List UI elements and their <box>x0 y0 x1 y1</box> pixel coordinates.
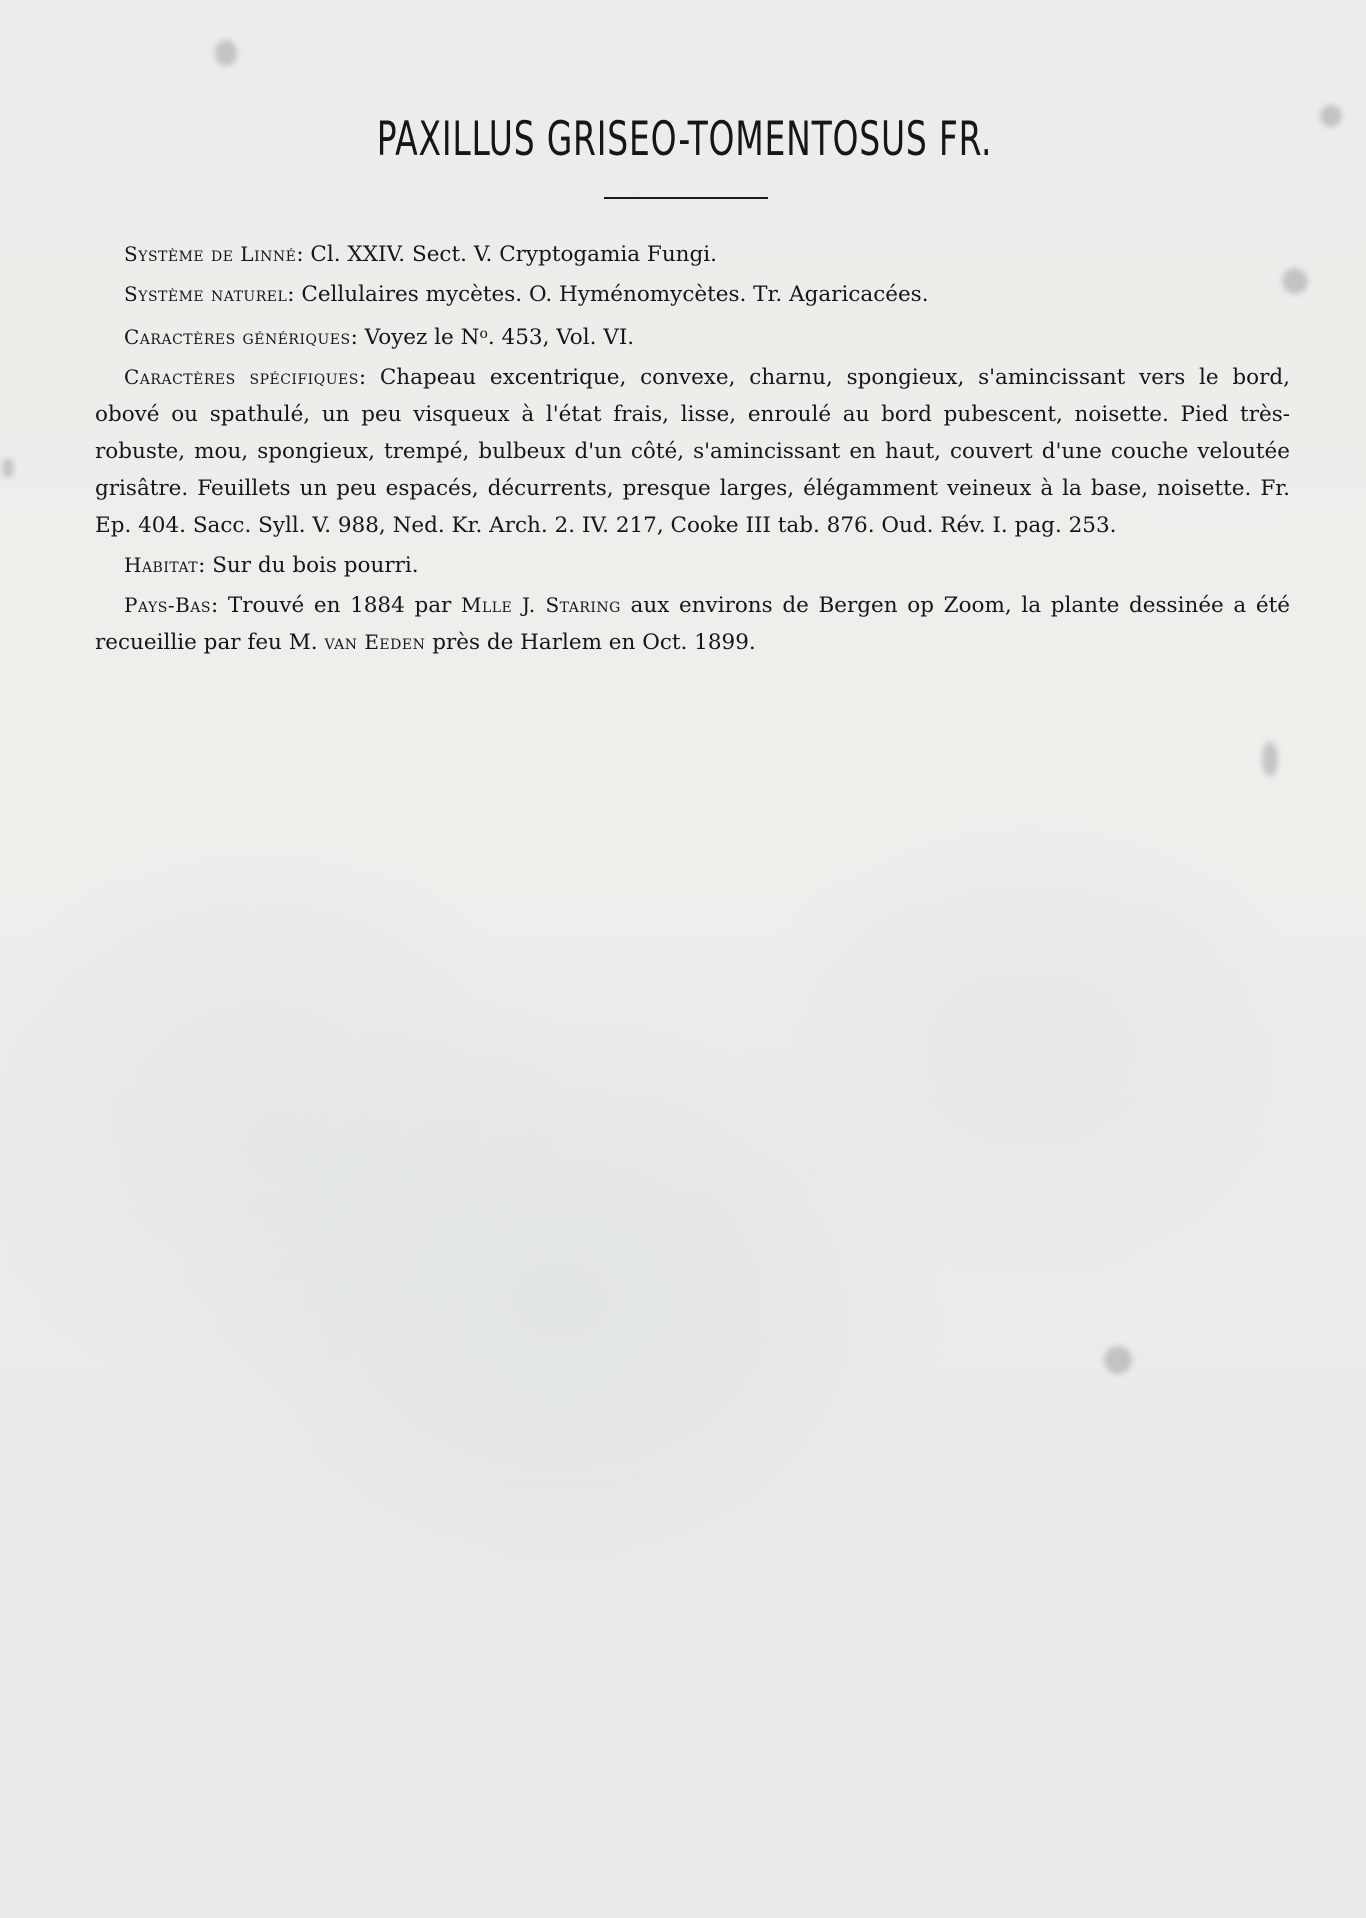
section-text: . 453, Vol. VI. <box>487 325 635 350</box>
section-label: Pays-Bas <box>124 593 211 617</box>
section-text: Sur du bois pourri. <box>212 553 419 578</box>
paper-speck <box>2 458 14 478</box>
paper-speck <box>1104 1346 1132 1374</box>
section-specifiques: Caractères spécifiques: Chapeau excentrique, convexe, charnu, spongieux, s'amincissant vers le bord, obové ou spathulé, un peu visqueux à l'état frais, lisse, enroulé au bord pubescent, noisette. Pied très-robuste, mou, spongieux, trempé, bulbeux d'un côté, s'amincissant en haut, couvert d'une couche veloutée grisâtre. Feuillets un peu espacés, décurrents, presque larges, élégamment veineux à la base, noisette. Fr. Ep. 404. Sacc. Syll. V. 988, Ned. Kr. Arch. 2. IV. 217, Cooke III tab. 876. Oud. Rév. I. pag. 253. <box>95 365 1290 538</box>
section-text: Chapeau excentrique, convexe, charnu, spongieux, s'amincissant vers le bord, obové ou spathulé, un peu visqueux à l'état frais, lisse, enroulé au bord pubescent, noisette. Pied très-robuste, mou, spongieux, trempé, bulbeux d'un côté, s'amincissant en haut, couvert d'une couche veloutée grisâtre. Feuillets un peu espacés, décurrents, presque larges, élégamment veineux à la base, noisette. Fr. Ep. 404. Sacc. Syll. V. 988, Ned. Kr. Arch. 2. IV. 217, Cooke III tab. 876. Oud. Rév. I. pag. 253. <box>95 365 1290 538</box>
section-linne: Système de Linné: Cl. XXIV. Sect. V. Cryptogamia Fungi. <box>124 242 718 267</box>
paper-speck <box>1320 105 1342 127</box>
section-text: Voyez le N <box>364 325 480 350</box>
paper-speck <box>215 40 237 66</box>
section-text: Cellulaires mycètes. O. Hyménomycètes. Tr. Agaricacées. <box>301 282 929 307</box>
section-text: près de Harlem en Oct. 1899. <box>432 630 756 655</box>
section-paysbas: Pays-Bas: Trouvé en 1884 par Mlle J. Staring aux environs de Bergen op Zoom, la plante dessinée a été recueillie par feu M. van Eeden près de Harlem en Oct. 1899. <box>95 593 1290 655</box>
person-name: Mlle J. Staring <box>460 593 621 617</box>
section-label: Système de Linné <box>124 242 297 266</box>
section-text: Trouvé en 1884 par <box>227 593 452 618</box>
section-label: Caractères spécifiques <box>124 365 359 389</box>
section-text: aux environs de Bergen op Zoom, la plante dessinée a été recueillie par feu M. <box>95 593 1290 655</box>
section-naturel: Système naturel: Cellulaires mycètes. O. Hyménomycètes. Tr. Agaricacées. <box>124 282 929 307</box>
section-habitat: Habitat: Sur du bois pourri. <box>124 553 419 578</box>
section-label: Système naturel <box>124 282 288 306</box>
person-name: van Eeden <box>324 630 426 654</box>
document-body <box>95 236 1290 664</box>
section-generiques: Caractères génériques: Voyez le $N^o$. 453, Vol. VI. <box>124 325 635 350</box>
title-rule <box>604 197 768 199</box>
section-text: Cl. XXIV. Sect. V. Cryptogamia Fungi. <box>310 242 718 267</box>
section-label: Habitat <box>124 553 199 577</box>
section-label: Caractères génériques <box>124 325 351 349</box>
paper-speck <box>1262 742 1278 776</box>
section-text-superscript: o <box>479 326 488 342</box>
page-title: PAXILLUS GRISEO-TOMENTOSUS FR. <box>376 112 993 167</box>
